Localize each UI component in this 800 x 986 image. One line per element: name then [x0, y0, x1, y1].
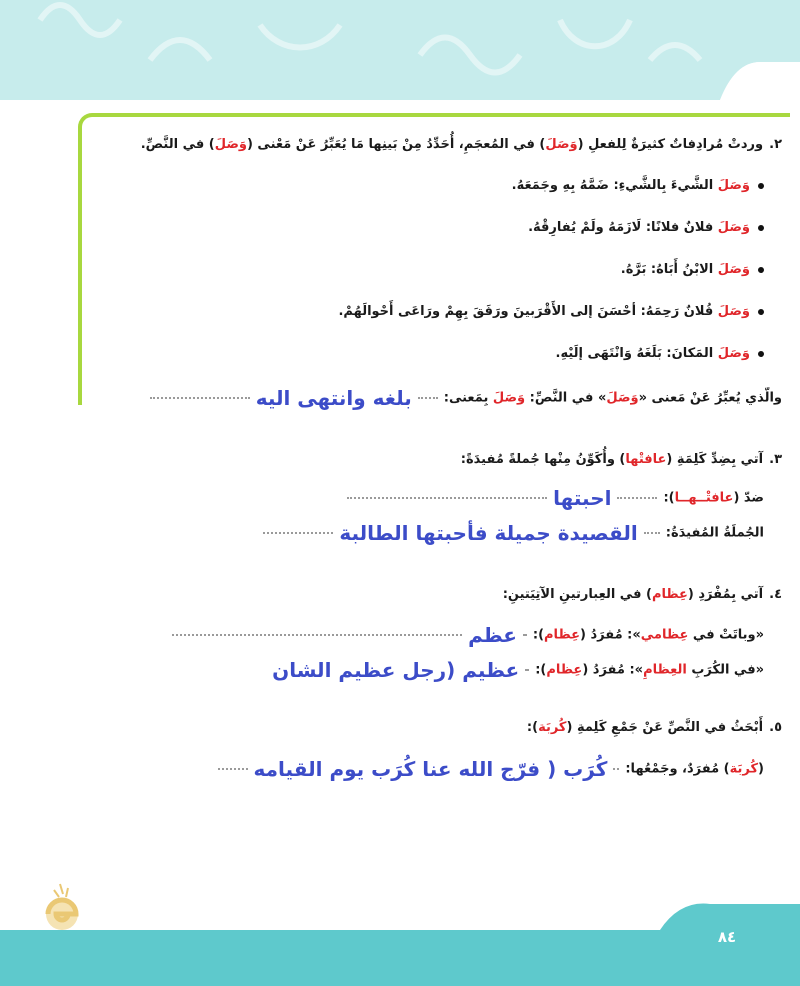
q2-prompt: ٢.وردتْ مُرادِفاتٌ كثيرَةٌ لِلفعلِ (وَصَلَ) في المُعجَمِ، أُحَدِّدُ مِنْ بَينِها مَا يُعَبِّرُ عَنْ مَعْنى (وَصَلَ) في النَّصِّ.: [140, 137, 782, 152]
bottom-decorative-band: [0, 900, 800, 986]
q3-sentence-answer[interactable]: القصيدة جميلة فأحبتها الطالبة: [339, 521, 638, 545]
q3-word: عافتْها: [625, 452, 667, 467]
q2-answer[interactable]: بلغه وانتهى اليه: [255, 386, 412, 410]
top-decorative-band: [0, 0, 800, 100]
q4-word: عِظام: [651, 587, 688, 602]
answer-dotted-line: [263, 532, 333, 534]
q5-answer-line: (كُربَة) مُفرَدٌ، وجَمْعُها:كُرَب ( فرّج الله عنا كُرَب يوم القيامه: [212, 757, 764, 781]
q3-opposite-answer[interactable]: احبتها: [553, 486, 612, 510]
q4-example-1: «وباتَتْ في عِظامي»: مُفرَدُ (عِظام):عظم: [166, 623, 764, 647]
q5-answer[interactable]: كُرَب ( فرّج الله عنا كُرَب يوم القيامه: [253, 757, 608, 781]
answer-dotted-line: [172, 634, 462, 636]
q2-summary: والّذي يُعبِّرُ عَنْ مَعنى «وَصَلَ» في النَّصِّ: وَصَلَ بِمَعنى:بلغه وانتهى اليه: [144, 386, 782, 410]
q5-word: كُربَة: [538, 720, 567, 735]
q2-meaning-2: وَصَلَ فلانٌ فلانًا: لَازَمَهُ ولَمْ يُفارِقْهُ.: [528, 220, 764, 235]
bullet-icon: [758, 309, 764, 315]
q5-number: ٥.: [769, 720, 782, 735]
answer-dotted-line: [644, 532, 660, 534]
answer-dotted-line: [617, 497, 657, 499]
answer-dotted-line: [613, 768, 619, 770]
answer-dotted-line: [347, 497, 547, 499]
answer-dotted-line: [150, 397, 250, 399]
q2-meaning-4: وَصَلَ فُلانٌ رَحِمَهُ: أحْسَنَ إلى الأَقْرَبينَ ورَفَقَ بِهِمْ ورَاعَى أَحْوالَهُمْ.: [338, 304, 764, 319]
q4-prompt: ٤.آتي بِمُفْرَدِ (عِظام) في العِبارتينِ الآتِيَتينِ:: [502, 587, 782, 602]
q4-answer-2[interactable]: عظيم (رجل عظيم الشان: [272, 658, 520, 682]
answer-dotted-line: [418, 397, 438, 399]
answer-dotted-line: [523, 634, 527, 636]
bullet-icon: [758, 183, 764, 189]
q3-prompt: ٣.آتي بِضِدِّ كَلِمَةِ (عافتْها) وأُكَوِّنُ مِنْها جُملةً مُفيدَةً:: [460, 452, 782, 467]
q2-verb-repeat: وَصَلَ: [214, 137, 247, 152]
q5-prompt: ٥.أَبْحَثُ في النَّصِّ عَنْ جَمْعِ كَلِمةِ (كُربَة):: [526, 720, 782, 735]
answer-dotted-line: [218, 768, 248, 770]
q2-meaning-1: وَصَلَ الشَّيءَ بِالشَّيءِ: ضَمَّهُ بِهِ وجَمَعَهُ.: [512, 178, 764, 193]
bullet-icon: [758, 225, 764, 231]
answer-dotted-line: [525, 669, 529, 671]
q4-answer-1[interactable]: عظم: [468, 623, 517, 647]
q3-opposite-line: ضدّ (عافتْــهــا):احبتها: [341, 486, 764, 510]
q4-number: ٤.: [769, 587, 782, 602]
q4-example-2: «في الكُرَبِ العِظامِ»: مُفرَدُ (عِظام):عظيم (رجل عظيم الشان: [272, 658, 764, 682]
bullet-icon: [758, 267, 764, 273]
q2-meaning-3: وَصَلَ الابْنُ أَبَاهُ: بَرَّهُ.: [621, 262, 764, 277]
q2-meaning-5: وَصَلَ المَكانَ: بَلَغَهُ وَانْتَهَى إلَيْهِ.: [556, 346, 764, 361]
q3-number: ٣.: [769, 452, 782, 467]
q2-number: ٢.: [769, 137, 782, 152]
bullet-icon: [758, 351, 764, 357]
publisher-logo-icon: [40, 880, 88, 936]
q3-sentence-line: الجُملَةُ المُفيدَةُ:القصيدة جميلة فأحبتها الطالبة: [257, 521, 764, 545]
question-2-frame: [78, 113, 790, 405]
q2-verb: وَصَلَ: [545, 137, 578, 152]
page-number: ٨٤: [717, 928, 737, 946]
